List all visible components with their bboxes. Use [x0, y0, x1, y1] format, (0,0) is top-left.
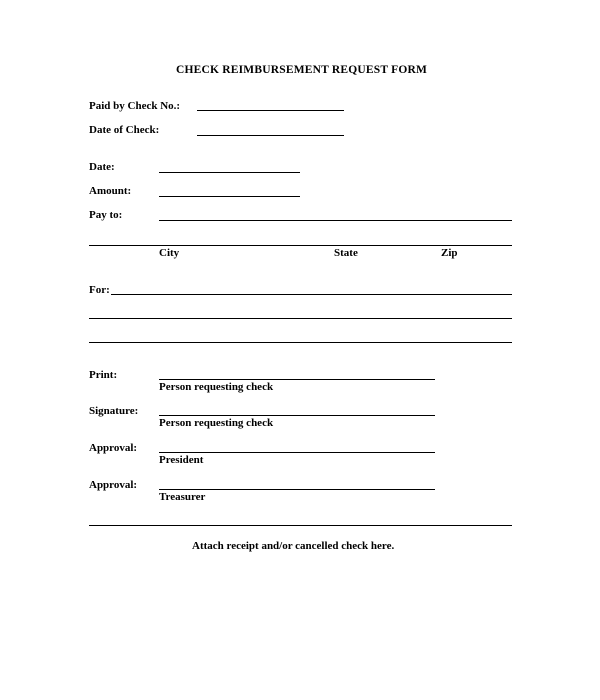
approval-president-label: Approval:: [89, 442, 138, 454]
address-line-field[interactable]: [89, 245, 512, 246]
paid-by-check-field[interactable]: [197, 110, 344, 111]
date-of-check-field[interactable]: [197, 135, 344, 136]
for-label: For:: [89, 284, 110, 296]
date-of-check-label: Date of Check:: [89, 124, 160, 136]
signature-caption: Person requesting check: [159, 417, 274, 429]
pay-to-field[interactable]: [159, 220, 512, 221]
form-title: CHECK REIMBURSEMENT REQUEST FORM: [176, 64, 428, 76]
city-label: City: [159, 247, 180, 259]
attach-divider: [89, 525, 512, 526]
signature-label: Signature:: [89, 405, 139, 417]
for-field-line-1[interactable]: [111, 294, 512, 295]
approval-treasurer-field[interactable]: [159, 489, 435, 490]
signature-field[interactable]: [159, 415, 435, 416]
for-field-line-2[interactable]: [89, 318, 512, 319]
amount-field[interactable]: [159, 196, 300, 197]
date-field[interactable]: [159, 172, 300, 173]
amount-label: Amount:: [89, 185, 132, 197]
date-label: Date:: [89, 161, 115, 173]
attach-note: Attach receipt and/or cancelled check here.: [192, 540, 395, 552]
zip-label: Zip: [441, 247, 458, 259]
approval-treasurer-caption: Treasurer: [159, 491, 206, 503]
print-field[interactable]: [159, 379, 435, 380]
approval-president-caption: President: [159, 454, 204, 466]
for-field-line-3[interactable]: [89, 342, 512, 343]
state-label: State: [334, 247, 358, 259]
print-label: Print:: [89, 369, 118, 381]
approval-treasurer-label: Approval:: [89, 479, 138, 491]
pay-to-label: Pay to:: [89, 209, 123, 221]
paid-by-check-label: Paid by Check No.:: [89, 100, 181, 112]
print-caption: Person requesting check: [159, 381, 274, 393]
approval-president-field[interactable]: [159, 452, 435, 453]
